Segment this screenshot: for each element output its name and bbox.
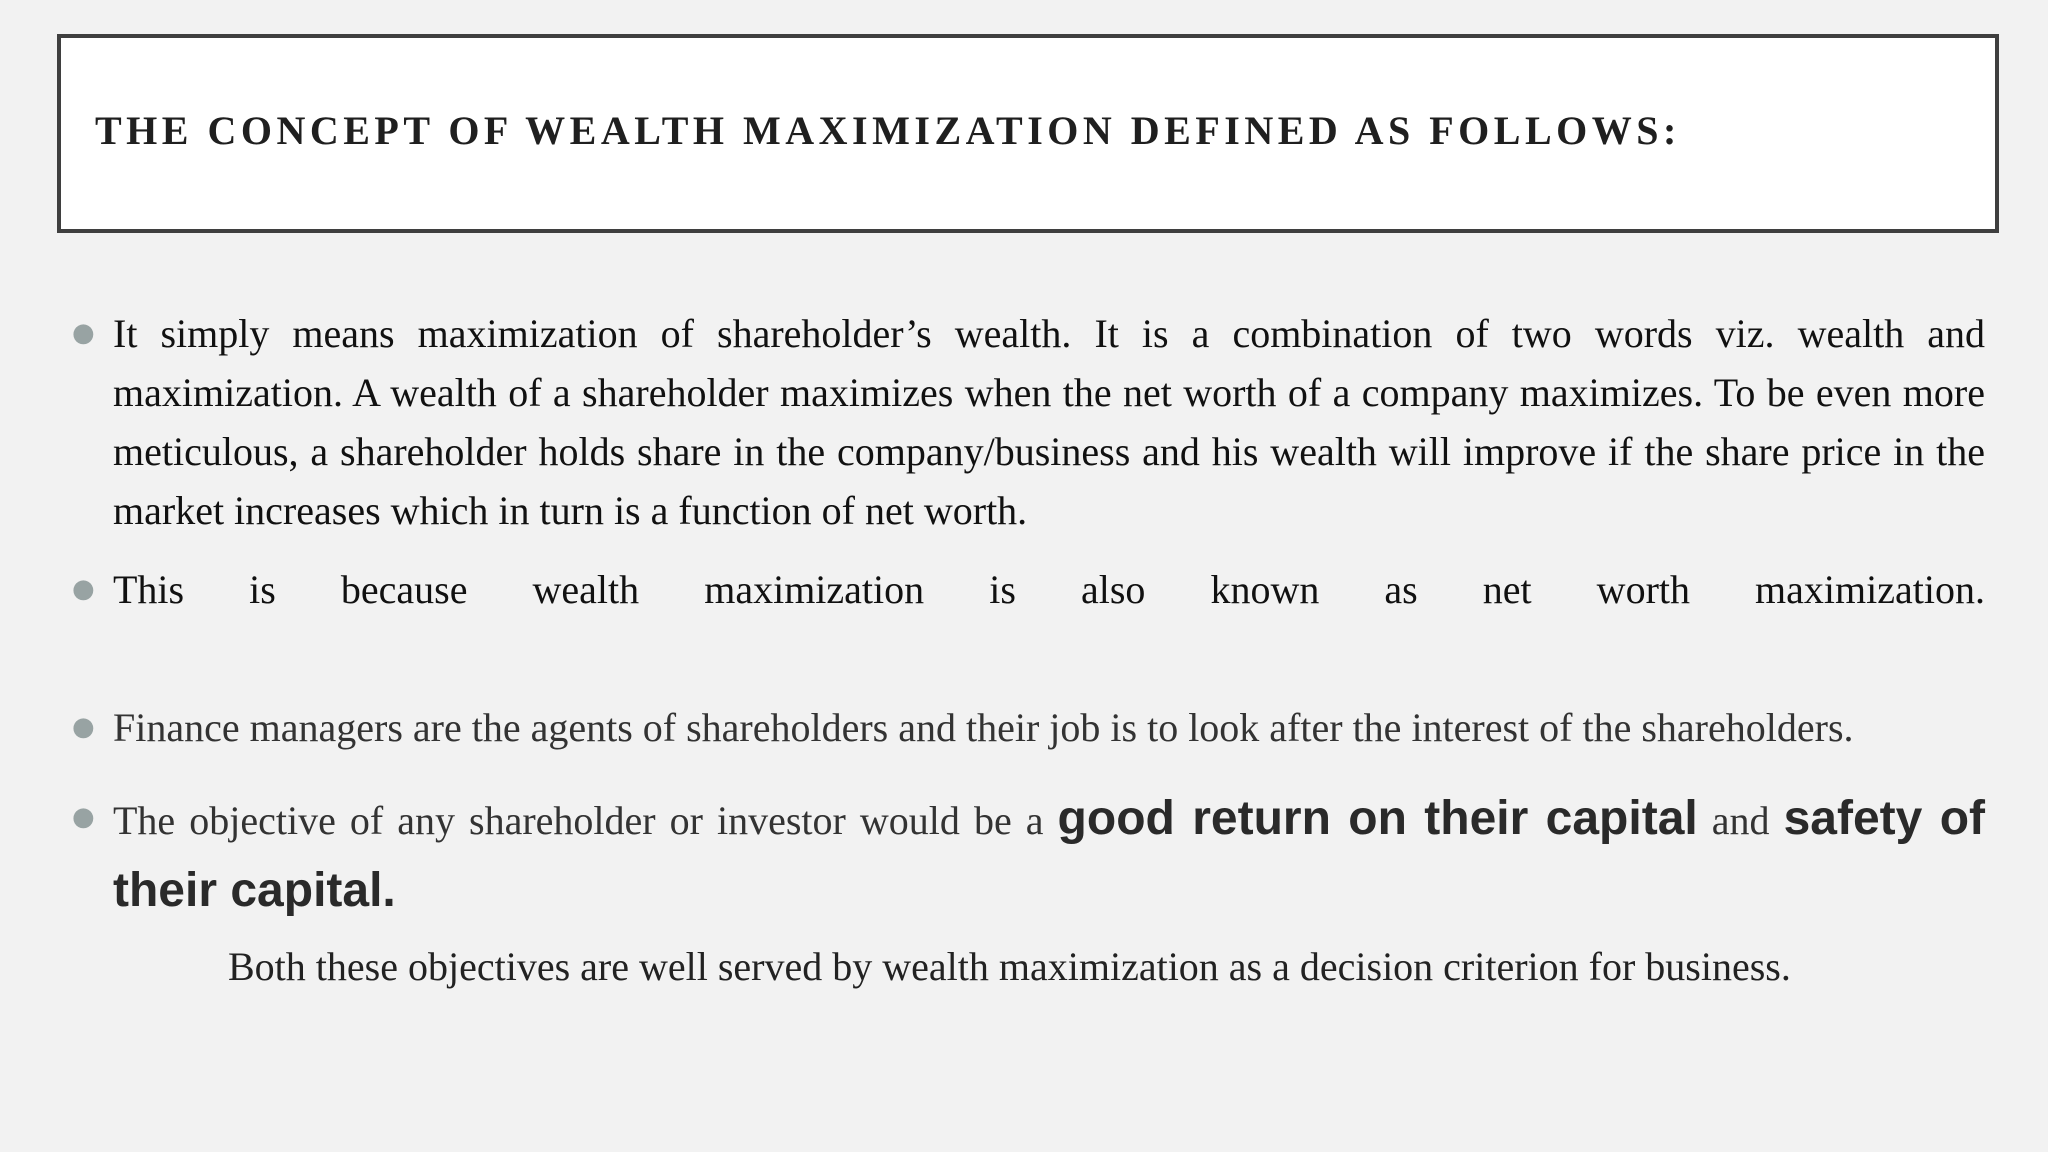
bullet-dot-icon: ● <box>72 318 95 348</box>
bullet-text-middle: and <box>1697 798 1784 843</box>
bullet-text: This is because wealth maximization is also known as net worth maximization. <box>113 567 1985 612</box>
bullet-text <box>113 784 1985 928</box>
slide-title: THE CONCEPT OF WEALTH MAXIMIZATION DEFINED AS FOLLOWS: <box>95 108 1681 153</box>
bullet-dot-icon: ● <box>72 712 95 742</box>
bullet-text: It simply means maximization of shareholder’s wealth. It is a combination of two words viz. wealth and maximization. A wealth of a shareholder maximizes when the net worth of a company maximizes. To be even more meticulous, a shareholder holds share in the company/business and his wealth will improve if the share price in the market increases which in turn is a function of net worth. <box>113 311 1985 533</box>
emphasis-good-return: good return on their capital <box>1057 792 1698 845</box>
emphasis-safety: safety of their capital. <box>113 792 1986 917</box>
bullet-dot-icon: ● <box>72 574 95 604</box>
closing-statement: Both these objectives are well served by wealth maximization as a decision criterion for business. <box>228 944 1791 989</box>
title-box <box>57 34 1999 233</box>
bullet-text: Finance managers are the agents of shareholders and their job is to look after the interest of the shareholders. <box>113 705 1854 750</box>
bullet-text-before: The objective of any shareholder or investor would be a <box>113 798 1058 843</box>
bullet-dot-icon: ● <box>72 802 95 832</box>
